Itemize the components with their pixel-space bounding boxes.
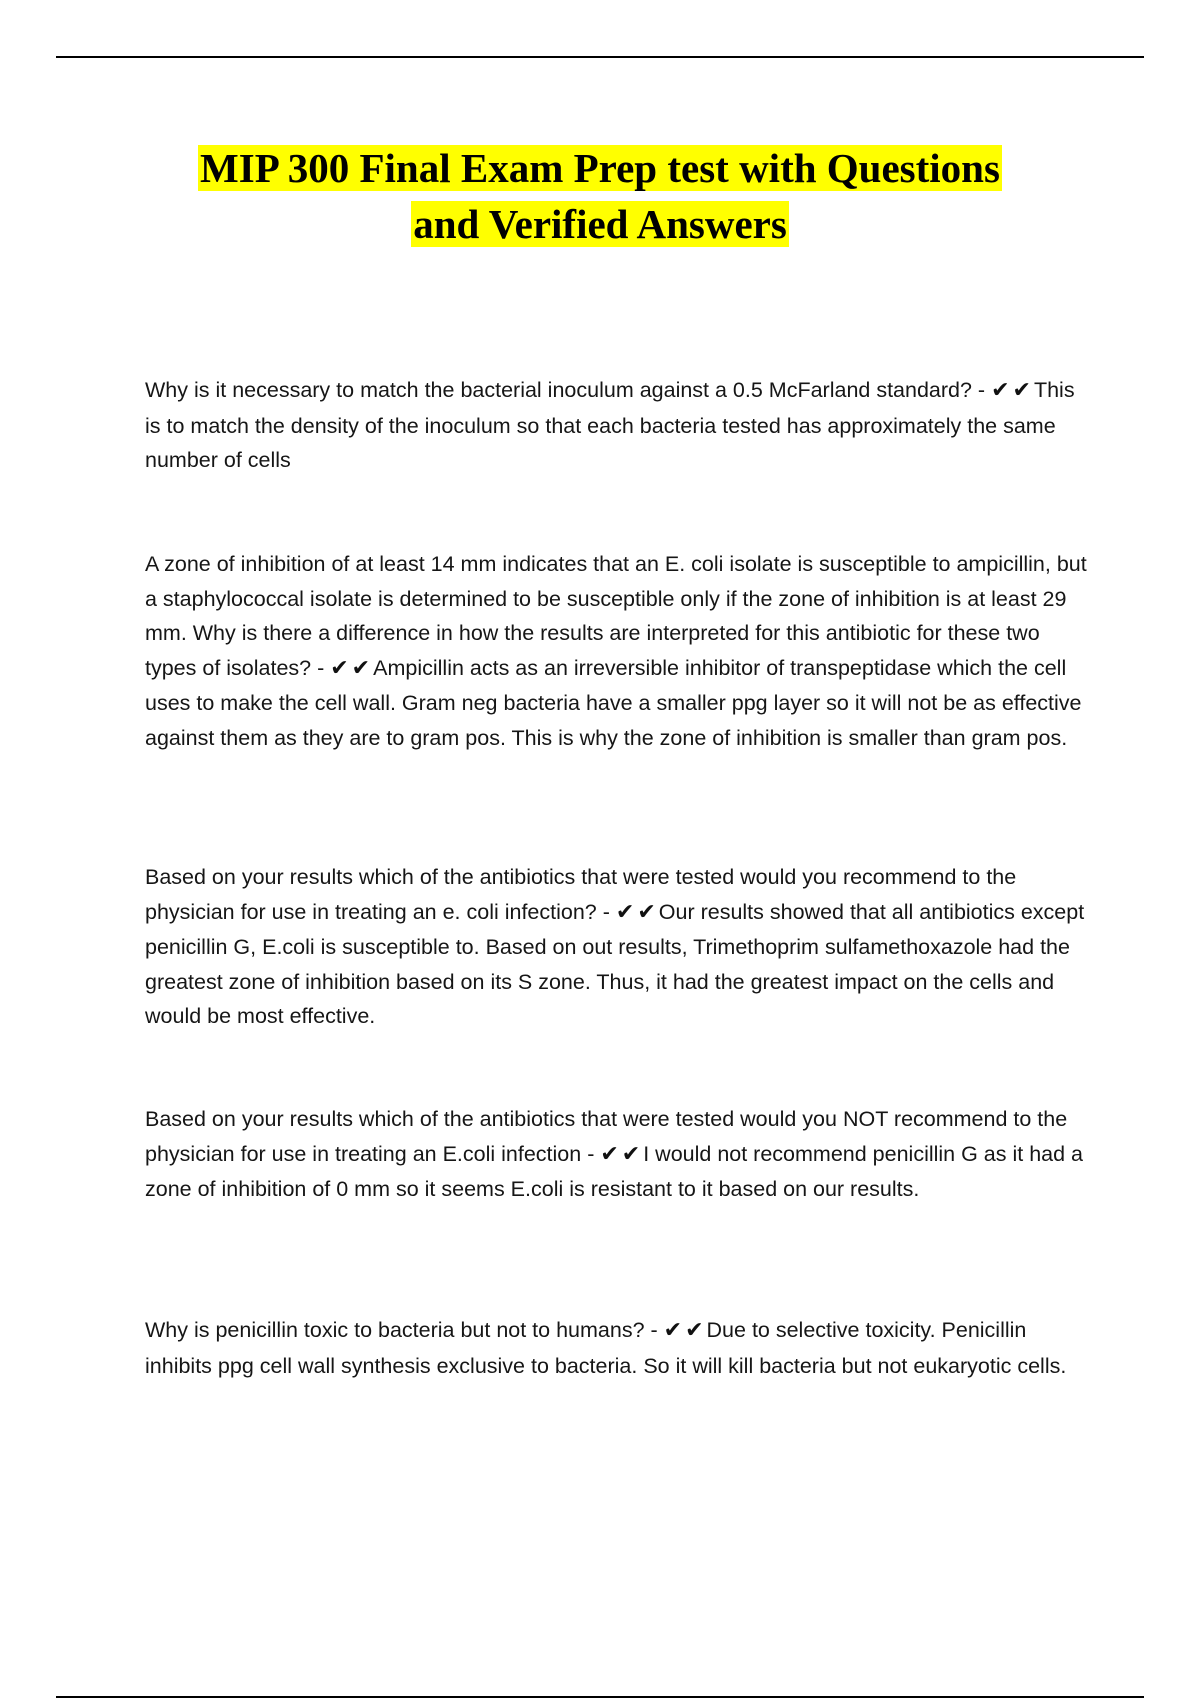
answer-text: I would not recommend penicillin G as it had a zone of inhibition of 0 mm so it seems E.coli is resistant to it based on our results.: [145, 1141, 1084, 1201]
document-title: [0, 140, 1200, 252]
title-line-1: MIP 300 Final Exam Prep test with Questions: [200, 145, 1000, 191]
question-text: A zone of inhibition of at least 14 mm indicates that an E. coli isolate is susceptible to ampicillin, but a staphylococcal isolate is determined to be susceptible only if the zone of inhibition is at least 29 mm. Why is there a difference in how the results are interpreted for this antibiotic for these two types of isolates? -: [145, 552, 1087, 680]
answer-text: Due to selective toxicity. Penicillin inhibits ppg cell wall synthesis exclusive to bacteria. So it will kill bacteria but not eukaryotic cells.: [145, 1318, 1067, 1378]
question-text: Why is penicillin toxic to bacteria but not to humans? -: [145, 1318, 658, 1342]
qa-item: [145, 860, 1090, 1034]
check-icon: ✔✔: [991, 378, 1034, 403]
header-rule: [56, 56, 1144, 58]
qa-item: [145, 547, 1090, 755]
qa-item: [145, 1102, 1090, 1207]
answer-text: Our results showed that all antibiotics except penicillin G, E.coli is susceptible to. Based on out results, Trimethoprim sulfamethoxazole had the greatest zone of inhibition based on its S zone. Thus, it had the greatest impact on the cells and would be most effective.: [145, 899, 1085, 1028]
check-icon: ✔✔: [615, 899, 659, 925]
check-icon: ✔✔: [663, 1318, 707, 1343]
check-icon: ✔✔: [600, 1141, 644, 1167]
check-icon: ✔✔: [330, 655, 374, 681]
question-text: Why is it necessary to match the bacterial inoculum against a 0.5 McFarland standard? -: [145, 378, 986, 402]
answer-text: This is to match the density of the inoculum so that each bacteria tested has approximately the same number of cells: [145, 378, 1075, 472]
footer-rule: [56, 1696, 1144, 1698]
title-line-2: and Verified Answers: [413, 201, 787, 247]
qa-item: [145, 373, 1090, 478]
question-text: Based on your results which of the antibiotics that were tested would you NOT recommend to the physician for use in treating an E.coli infection -: [145, 1107, 1068, 1166]
qa-item: [145, 1313, 1090, 1383]
question-text: Based on your results which of the antibiotics that were tested would you recommend to the physician for use in treating an e. coli infection? -: [145, 865, 1017, 924]
answer-text: Ampicillin acts as an irreversible inhibitor of transpeptidase which the cell uses to make the cell wall. Gram neg bacteria have a smaller ppg layer so it will not be as effective against them as they are to gram pos. This is why the zone of inhibition is smaller than gram pos.: [145, 655, 1082, 750]
